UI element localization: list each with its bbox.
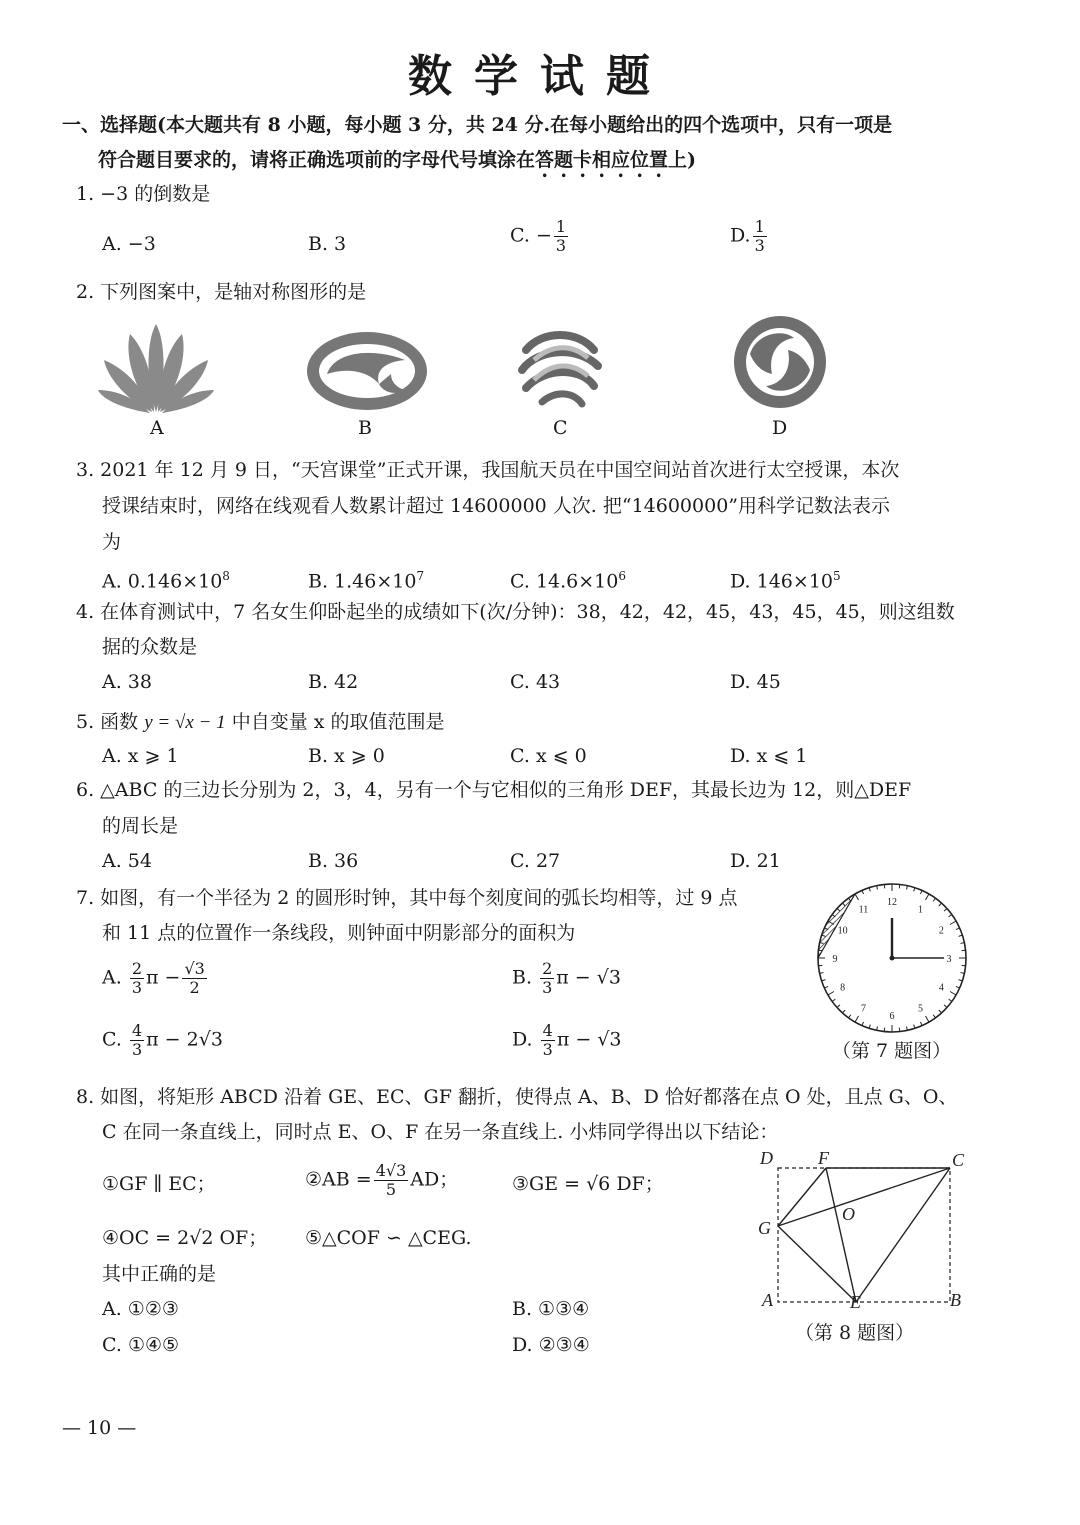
clock-number: 3 bbox=[946, 954, 952, 965]
point-label-a: A bbox=[762, 1290, 773, 1310]
q8-conclusion-2 bbox=[305, 1162, 458, 1199]
clock-tick bbox=[920, 1022, 922, 1026]
folded-rectangle-diagram bbox=[750, 1146, 980, 1316]
clock-number: 8 bbox=[840, 982, 846, 994]
point-label-b: B bbox=[950, 1290, 961, 1310]
clock-number: 4 bbox=[938, 982, 944, 994]
q5-option-b: B. x ⩾ 0 bbox=[308, 745, 385, 767]
numerator: 1 bbox=[754, 217, 765, 236]
clock-tick bbox=[944, 908, 947, 911]
q7-d-frac bbox=[541, 1022, 555, 1059]
logo-d-yin-yang-icon bbox=[732, 314, 828, 410]
section-heading-line2 bbox=[98, 145, 696, 182]
q1-option-b: B. 3 bbox=[308, 233, 347, 255]
q7-c-tail: π − 2√3 bbox=[146, 1028, 223, 1051]
q3-option-d bbox=[730, 564, 841, 593]
q7-caption: （第 7 题图） bbox=[832, 1040, 952, 1062]
logo-a-petals-icon bbox=[96, 322, 216, 414]
point-label-d: D bbox=[760, 1148, 773, 1168]
q3-a-exponent: 8 bbox=[222, 569, 230, 583]
q5-stem-start: 5. 函数 bbox=[76, 711, 145, 733]
q5-option-c: C. x ⩽ 0 bbox=[510, 745, 587, 767]
q8-option-a: A. ①②③ bbox=[102, 1298, 179, 1320]
q8-option-b: B. ①③④ bbox=[512, 1298, 590, 1320]
clock-tick bbox=[944, 1005, 947, 1008]
denominator: 3 bbox=[131, 1040, 143, 1059]
clock-tick bbox=[956, 928, 960, 930]
q8-conclusion-3: ③GE = √6 DF； bbox=[512, 1173, 664, 1195]
q4-line2: 据的众数是 bbox=[102, 636, 198, 658]
q3-b-exponent: 7 bbox=[416, 569, 425, 583]
q1-d-label: D. bbox=[730, 224, 751, 247]
numerator: 1 bbox=[555, 217, 567, 236]
q6-option-b: B. 36 bbox=[308, 850, 359, 872]
q1-option-c bbox=[510, 218, 570, 255]
q6-option-a: A. 54 bbox=[102, 850, 152, 872]
clock-tick bbox=[949, 999, 952, 1001]
q7-b-label: B. bbox=[512, 966, 533, 989]
q8-caption: （第 8 题图） bbox=[795, 1322, 915, 1344]
q7-a-label: A. bbox=[102, 966, 122, 989]
point-label-g: G bbox=[758, 1218, 771, 1238]
point-label-f: F bbox=[818, 1148, 829, 1168]
point-label-c: C bbox=[952, 1150, 965, 1170]
q8-conclusion-1: ①GF ∥ EC； bbox=[102, 1173, 216, 1195]
q7-a-frac2 bbox=[182, 960, 206, 997]
q1-option-a: A. −3 bbox=[102, 233, 156, 255]
q7-option-a bbox=[102, 960, 209, 997]
clock-tick bbox=[950, 921, 956, 925]
clock-number: 5 bbox=[918, 1003, 923, 1015]
q7-c-label: C. bbox=[102, 1028, 122, 1051]
clock-tick bbox=[824, 986, 828, 988]
q4-line1: 4. 在体育测试中，7 名女生仰卧起坐的成绩如下(次/分钟)：38，42，42，45，43，45，45，则这组数 bbox=[76, 601, 955, 623]
q7-a-frac1 bbox=[130, 960, 144, 997]
clock-tick bbox=[950, 992, 956, 996]
clock-tick bbox=[828, 992, 834, 996]
page-title: 数学试题 bbox=[408, 51, 672, 102]
c2-frac bbox=[374, 1162, 409, 1199]
clock-tick bbox=[862, 1022, 864, 1026]
q2-label-b: B bbox=[358, 417, 372, 439]
q4-option-a: A. 38 bbox=[102, 671, 152, 693]
q7-b-tail: π − √3 bbox=[556, 966, 621, 989]
q3-c-text: C. 14.6×10 bbox=[510, 570, 619, 593]
clock-tick bbox=[842, 1010, 845, 1013]
q7-a-mid: π − bbox=[146, 966, 181, 989]
q1-c-fraction bbox=[554, 218, 568, 255]
numerator: 4√3 bbox=[375, 1161, 407, 1180]
q3-b-text: B. 1.46×10 bbox=[308, 570, 417, 593]
q8-line1: 8. 如图，将矩形 ABCD 沿着 GE、EC、GF 翻折，使得点 A、B、D 恰好都落在点 O 处，且点 G、O、 bbox=[76, 1086, 958, 1108]
clock-tick bbox=[822, 980, 826, 981]
q2-label-d: D bbox=[772, 417, 788, 439]
clock-tick bbox=[837, 1005, 840, 1008]
c2-pre: ②AB = bbox=[305, 1168, 372, 1191]
q1-stem: 1. −3 的倒数是 bbox=[76, 183, 211, 205]
q3-c-exponent: 6 bbox=[618, 569, 626, 583]
clock-tick bbox=[849, 1015, 851, 1018]
q3-option-c bbox=[510, 564, 626, 593]
q4-option-b: B. 42 bbox=[308, 671, 359, 693]
numerator: 4 bbox=[131, 1021, 143, 1040]
denominator: 5 bbox=[385, 1180, 397, 1199]
logo-b-ring-icon bbox=[305, 330, 429, 412]
q1-c-label: C. − bbox=[510, 224, 552, 247]
numerator: √3 bbox=[184, 959, 205, 978]
clock-tick bbox=[939, 1010, 942, 1013]
clock-icon bbox=[814, 880, 970, 1036]
logo-c-swirl-icon bbox=[512, 320, 608, 412]
clock-center bbox=[890, 956, 895, 961]
clock-tick bbox=[926, 1016, 930, 1022]
q3-d-text: D. 146×10 bbox=[730, 570, 833, 593]
clock-tick bbox=[862, 890, 864, 894]
clock-tick bbox=[869, 1025, 870, 1029]
clock-tick bbox=[926, 894, 930, 900]
q8-prompt: 其中正确的是 bbox=[102, 1263, 217, 1285]
q6-line2: 的周长是 bbox=[102, 815, 179, 837]
heading-text: 符合题目要求的，请将正确选项前的字母代号填涂在 bbox=[98, 149, 536, 171]
q3-line2: 授课结束时，网络在线观看人数累计超过 14600000 人次. 把“14600000”用科学记数法表示 bbox=[102, 495, 891, 517]
q5-option-a: A. x ⩾ 1 bbox=[102, 745, 179, 767]
clock-tick bbox=[855, 894, 859, 900]
clock-tick bbox=[914, 888, 915, 892]
section-heading-line1: 一、选择题(本大题共有 8 小题，每小题 3 分，共 24 分.在每小题给出的四个选项中，只有一项是 bbox=[62, 114, 893, 136]
q8-conclusion-5: ⑤△COF ∽ △CEG. bbox=[305, 1227, 472, 1249]
numerator: 2 bbox=[542, 959, 553, 978]
shaded-segment bbox=[818, 894, 855, 958]
q1-option-d bbox=[730, 218, 769, 255]
q7-option-c bbox=[102, 1022, 223, 1059]
q2-label-a: A bbox=[150, 417, 164, 439]
clock-tick bbox=[832, 999, 835, 1001]
point-label-o: O bbox=[842, 1204, 855, 1224]
q7-c-frac bbox=[130, 1022, 144, 1059]
clock-number: 1 bbox=[918, 904, 923, 916]
denominator: 3 bbox=[555, 236, 567, 255]
clock-number: 6 bbox=[889, 1011, 895, 1022]
clock-tick bbox=[959, 980, 963, 981]
clock-number: 2 bbox=[938, 925, 944, 937]
clock-number: 12 bbox=[887, 897, 897, 908]
q6-option-d: D. 21 bbox=[730, 850, 781, 872]
q3-option-b bbox=[308, 564, 424, 593]
q7-d-tail: π − √3 bbox=[556, 1028, 622, 1051]
clock-tick bbox=[869, 888, 870, 892]
q3-line1: 3. 2021 年 12 月 9 日，“天宫课堂”正式开课，我国航天员在中国空间站首次进行太空授课，本次 bbox=[76, 459, 900, 481]
denominator: 3 bbox=[754, 236, 765, 255]
q7-d-label: D. bbox=[512, 1028, 533, 1051]
q8-option-c: C. ①④⑤ bbox=[102, 1334, 180, 1356]
page-number: — 10 — bbox=[62, 1417, 137, 1439]
clock-number: 11 bbox=[858, 904, 869, 916]
denominator: 3 bbox=[542, 1040, 553, 1059]
heading-text-end: 上) bbox=[668, 149, 697, 171]
q4-option-d: D. 45 bbox=[730, 671, 781, 693]
q3-option-a bbox=[102, 564, 230, 593]
q3-line3: 为 bbox=[102, 531, 122, 553]
q7-option-d bbox=[512, 1022, 622, 1059]
q6-option-c: C. 27 bbox=[510, 850, 561, 872]
q3-d-exponent: 5 bbox=[833, 569, 841, 583]
q7-clock-figure bbox=[814, 880, 970, 1036]
clock-tick bbox=[914, 1025, 915, 1029]
q8-option-d: D. ②③④ bbox=[512, 1334, 590, 1356]
q5-function: y = √x − 1 bbox=[144, 712, 226, 733]
q2-label-c: C bbox=[553, 417, 568, 439]
clock-number: 10 bbox=[837, 925, 848, 937]
clock-tick bbox=[956, 986, 960, 988]
q7-line2: 和 11 点的位置作一条线段，则钟面中阴影部分的面积为 bbox=[102, 922, 576, 944]
clock-tick bbox=[933, 1015, 935, 1018]
point-label-e: E bbox=[850, 1292, 861, 1312]
q7-option-b bbox=[512, 960, 621, 997]
q7-line1: 7. 如图，有一个半径为 2 的圆形时钟，其中每个刻度间的弧长均相等，过 9 点 bbox=[76, 887, 738, 909]
q5-stem-end: 中自变量 x 的取值范围是 bbox=[225, 711, 445, 733]
clock-tick bbox=[920, 890, 922, 894]
q5-option-d: D. x ⩽ 1 bbox=[730, 745, 808, 767]
c2-post: AD； bbox=[410, 1168, 459, 1191]
clock-number: 7 bbox=[861, 1003, 866, 1015]
clock-tick bbox=[949, 915, 952, 917]
clock-tick bbox=[939, 903, 942, 906]
q5-stem bbox=[76, 710, 445, 735]
q2-stem: 2. 下列图案中，是轴对称图形的是 bbox=[76, 281, 367, 303]
clock-tick bbox=[933, 898, 935, 901]
denominator: 2 bbox=[189, 978, 200, 997]
numerator: 2 bbox=[131, 959, 142, 978]
q1-d-fraction bbox=[753, 218, 767, 255]
q7-b-frac bbox=[540, 960, 554, 997]
heading-emphasis: 答题卡相应位置 bbox=[535, 149, 669, 171]
q6-line1: 6. △ABC 的三边长分别为 2，3，4，另有一个与它相似的三角形 DEF，其最长边为 12，则△DEF bbox=[76, 779, 912, 801]
q3-a-text: A. 0.146×10 bbox=[102, 570, 223, 593]
denominator: 3 bbox=[542, 978, 553, 997]
q8-line2: C 在同一条直线上，同时点 E、O、F 在另一条直线上. 小炜同学得出以下结论： bbox=[102, 1121, 779, 1143]
numerator: 4 bbox=[542, 1021, 553, 1040]
q8-rectangle-figure bbox=[750, 1146, 980, 1316]
q4-option-c: C. 43 bbox=[510, 671, 561, 693]
q8-conclusion-4: ④OC = 2√2 OF； bbox=[102, 1227, 268, 1249]
clock-tick bbox=[855, 1016, 859, 1022]
clock-tick bbox=[959, 935, 963, 936]
clock-number: 9 bbox=[832, 954, 838, 965]
denominator: 3 bbox=[131, 978, 142, 997]
